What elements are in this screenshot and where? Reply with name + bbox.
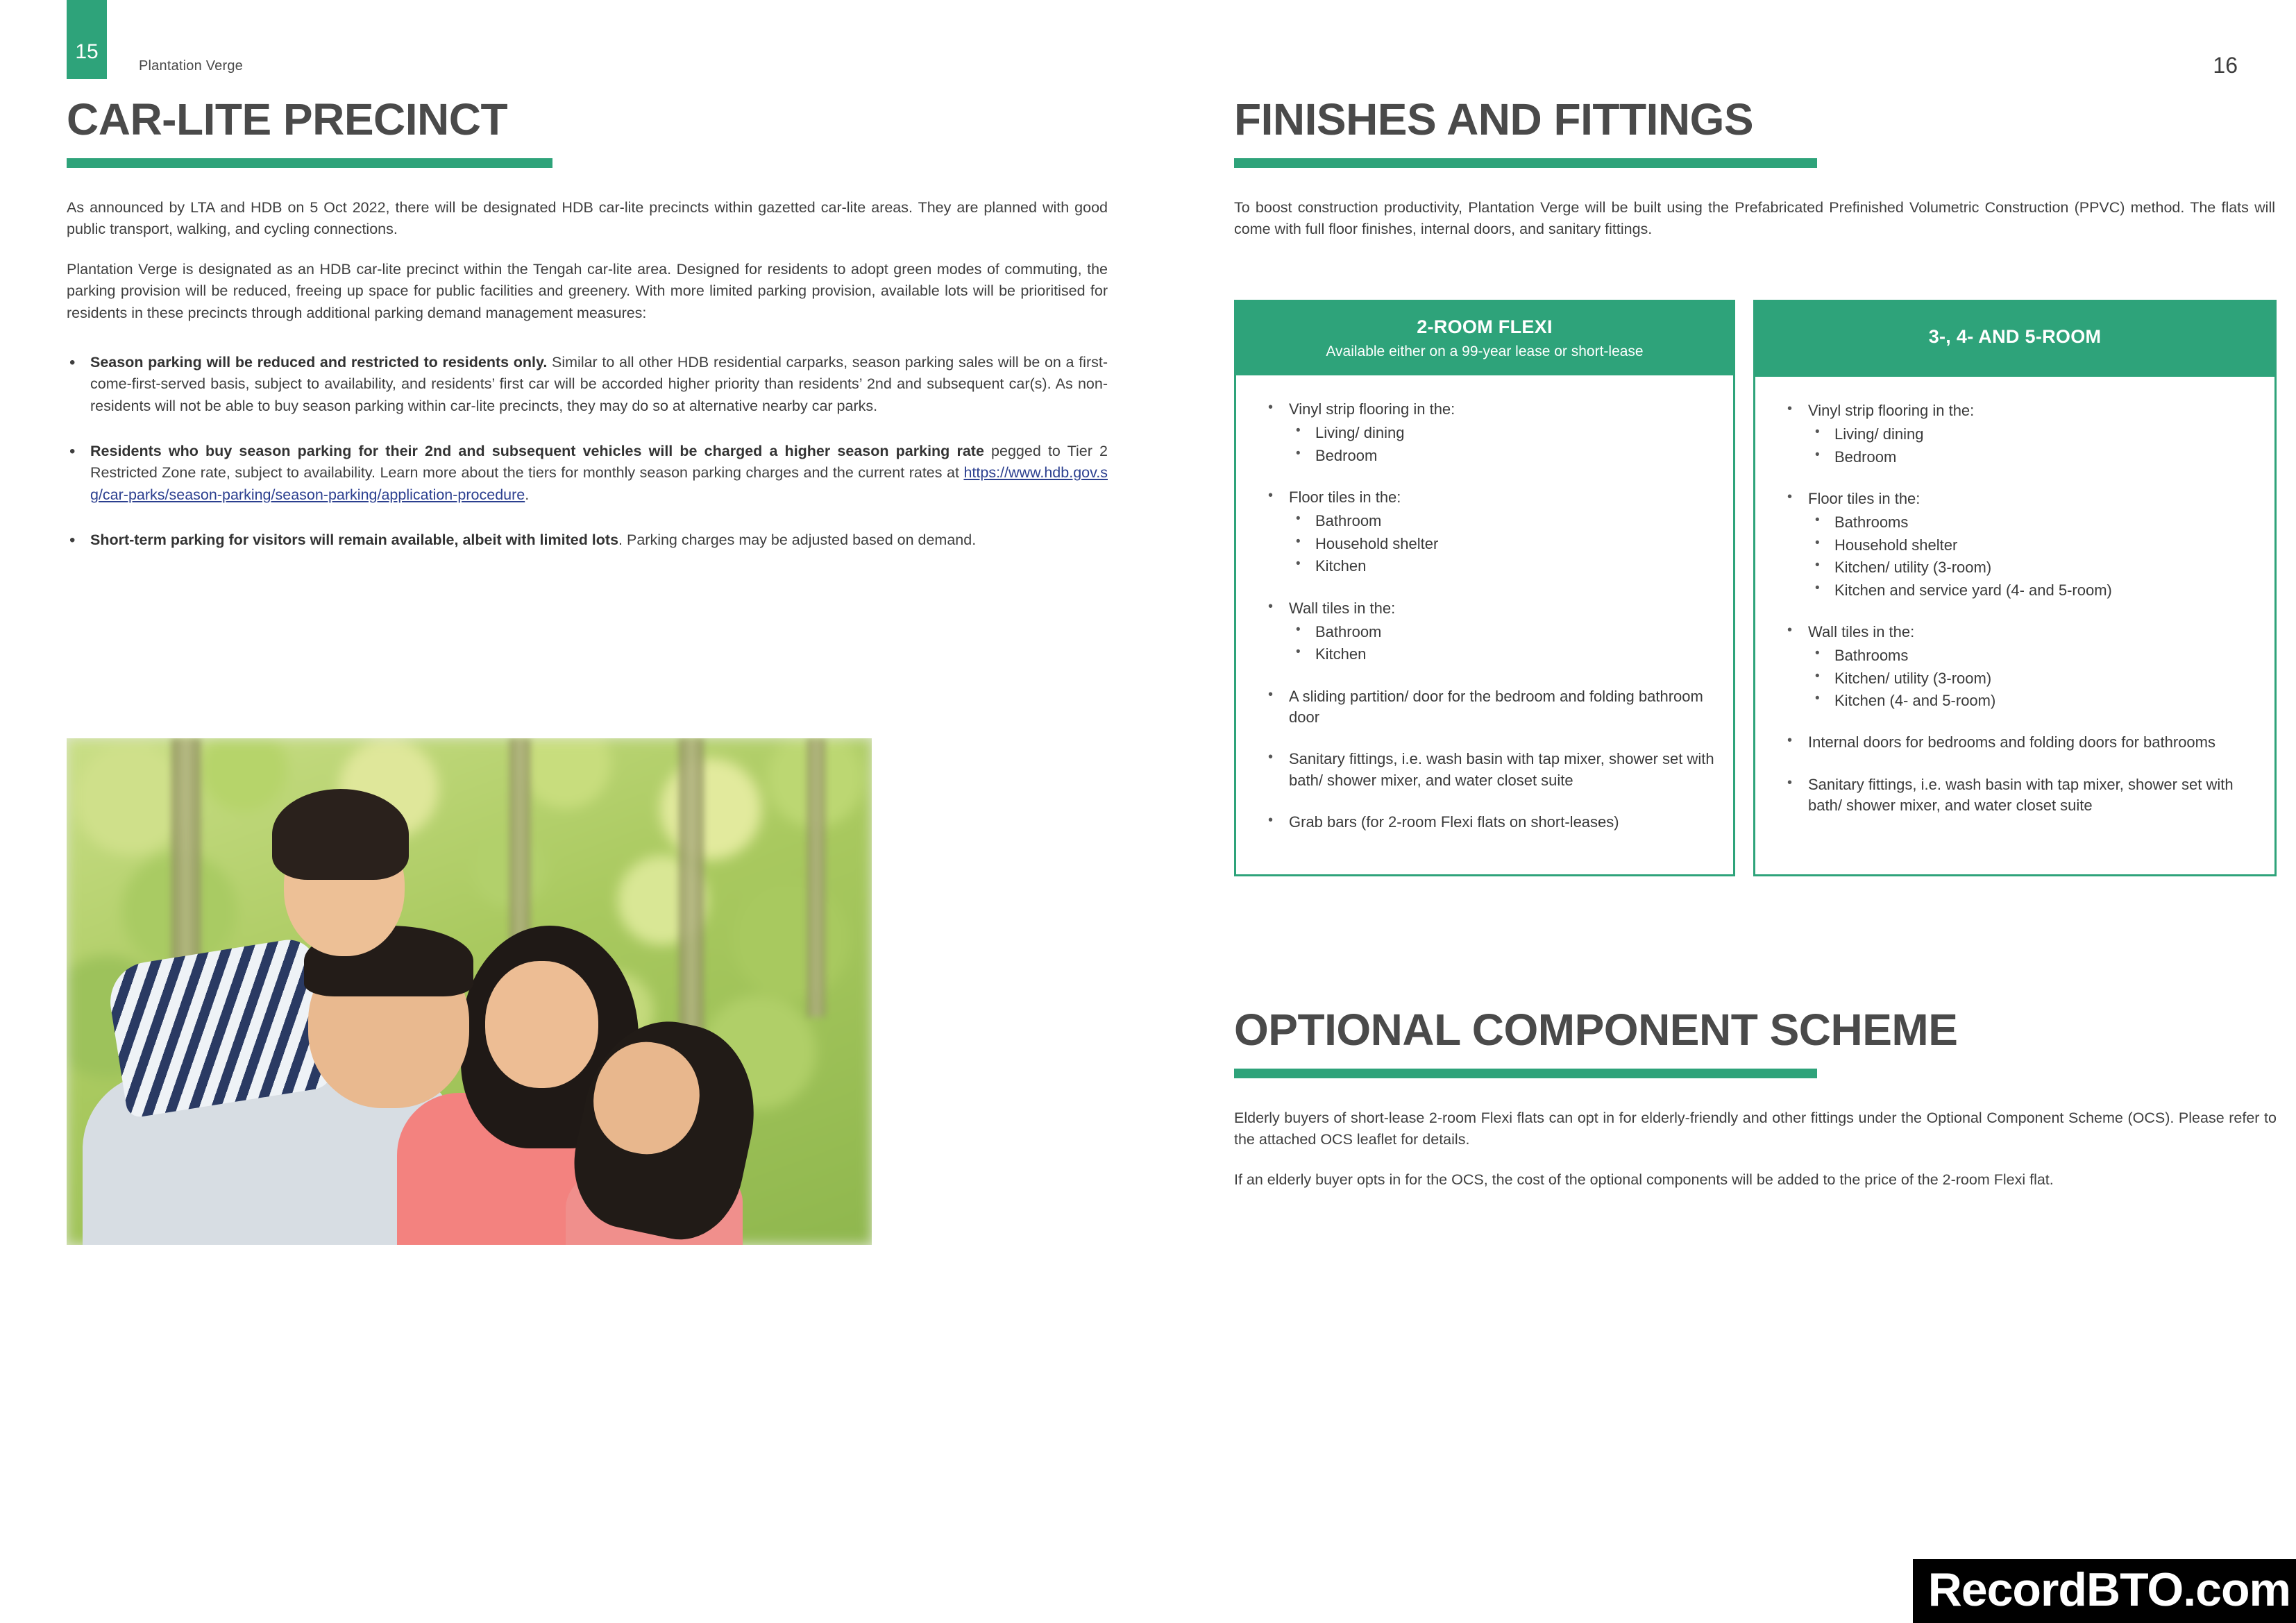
finish-sublist bbox=[1289, 511, 1715, 577]
family-photo bbox=[67, 738, 872, 1245]
left-intro-paragraph-1: As announced by LTA and HDB on 5 Oct 2022, there will be designated HDB car-lite precincts within gazetted car-lite areas. They are planned with good public transport, walking, and cycling connections. bbox=[67, 199, 1108, 238]
list-item: • Bathroom bbox=[1289, 511, 1715, 532]
mother-face bbox=[485, 961, 598, 1088]
list-item: • Internal doors for bedrooms and folding doors for bathrooms bbox=[1779, 732, 2256, 753]
finish-label: Vinyl strip flooring in the: bbox=[1808, 402, 1975, 419]
list-item: • Kitchen/ utility (3-room) bbox=[1808, 557, 2256, 578]
right-intro-paragraph: To boost construction productivity, Plantation Verge will be built using the Prefabricated Prefinished Volumetric Construction (PPVC) method. The flats will come with full floor finishes, internal doors, and sanitary fittings. bbox=[1234, 199, 2275, 238]
finish-sublist bbox=[1808, 424, 2256, 468]
finish-sublist bbox=[1808, 645, 2256, 711]
list-item: • Living/ dining bbox=[1289, 423, 1715, 443]
page-number-tab-left bbox=[67, 0, 107, 79]
tree-trunk bbox=[807, 738, 825, 1017]
list-item: • Bathroom bbox=[1289, 622, 1715, 643]
right-title-divider bbox=[1234, 158, 1817, 168]
finish-label: Wall tiles in the: bbox=[1289, 599, 1396, 617]
measure-3-bold: Short-term parking for visitors will remain available, albeit with limited lots bbox=[90, 532, 619, 549]
list-item: • Kitchen bbox=[1289, 556, 1715, 577]
list-item: • Bathrooms bbox=[1808, 512, 2256, 533]
left-title-divider bbox=[67, 158, 552, 168]
list-item: • Bathrooms bbox=[1808, 645, 2256, 666]
watermark-logo: RecordBTO.com bbox=[1913, 1559, 2296, 1623]
measure-1-text: Similar to all other HDB residential carparks, season parking sales will be on a first-come-first-served basis, subject to availability, and residents’ first car will be accorded higher priority than residents’ 2nd and subsequent car(s). As non-residents will not be able to buy season parking within car-lite precincts, they may do so at alternative nearby car parks. bbox=[90, 353, 1108, 414]
measure-3-text: . Parking charges may be adjusted based on demand. bbox=[618, 532, 977, 549]
boy-hair bbox=[272, 789, 409, 880]
finish-label: Vinyl strip flooring in the: bbox=[1289, 400, 1455, 418]
list-item: • Household shelter bbox=[1808, 535, 2256, 556]
flat-table-header-2room bbox=[1234, 300, 1735, 375]
finish-sublist bbox=[1289, 423, 1715, 466]
list-item bbox=[1779, 622, 2256, 711]
boy-striped-shirt bbox=[104, 935, 335, 1118]
finishes-list-345room bbox=[1779, 400, 2256, 816]
list-item bbox=[1260, 598, 1715, 665]
measure-2-text: pegged to Tier 2 Restricted Zone rate, subject to availability. Learn more about the tiers for monthly season parking charges and the current rates at bbox=[90, 443, 1108, 482]
flat-table-body-2room bbox=[1236, 375, 1733, 874]
finish-label: Floor tiles in the: bbox=[1808, 490, 1921, 508]
measure-2-bold: Residents who buy season parking for their 2nd and subsequent vehicles will be charged a higher season parking rate bbox=[90, 443, 984, 459]
publication-title: Plantation Verge bbox=[139, 58, 243, 74]
list-item: • Kitchen and service yard (4- and 5-room) bbox=[1808, 580, 2256, 601]
list-item bbox=[67, 441, 1108, 506]
list-item bbox=[67, 352, 1108, 417]
list-item bbox=[1779, 488, 2256, 601]
finish-sublist bbox=[1808, 512, 2256, 600]
ocs-title-divider bbox=[1234, 1069, 1817, 1078]
list-item: • Sanitary fittings, i.e. wash basin with tap mixer, shower set with bath/ shower mixer, and water closet suite bbox=[1260, 749, 1715, 791]
flat-table-subtitle: Available either on a 99-year lease or short-lease bbox=[1326, 343, 1644, 359]
flat-table-2-room-flexi bbox=[1234, 300, 1735, 876]
right-section-title: FINISHES AND FITTINGS bbox=[1234, 94, 1754, 144]
left-section-title: CAR-LITE PRECINCT bbox=[67, 94, 508, 144]
measure-2-tail: . bbox=[525, 486, 530, 503]
list-item: • Kitchen (4- and 5-room) bbox=[1808, 690, 2256, 711]
ocs-paragraph-1: Elderly buyers of short-lease 2-room Flexi flats can opt in for elderly-friendly and other fittings under the Optional Component Scheme (OCS). Please refer to the attached OCS leaflet for details. bbox=[1234, 1110, 2277, 1148]
list-item bbox=[67, 529, 1108, 551]
list-item: • Kitchen bbox=[1289, 644, 1715, 665]
list-item: • Sanitary fittings, i.e. wash basin with tap mixer, shower set with bath/ shower mixer, and water closet suite bbox=[1779, 774, 2256, 817]
ocs-paragraph-2: If an elderly buyer opts in for the OCS, the cost of the optional components will be added to the price of the 2-room Flexi flat. bbox=[1234, 1171, 2054, 1188]
right-page-column bbox=[1234, 94, 2275, 241]
left-intro-paragraph-2: Plantation Verge is designated as an HDB car-lite precinct within the Tengah car-lite area. Designed for residents to adopt green modes of commuting, the parking provision will be reduced, freeing up space for public facilities and greenery. With more limited parking provision, available lots will be prioritised for residents in these precincts through additional parking demand management measures: bbox=[67, 260, 1108, 321]
parking-measures-list bbox=[67, 352, 1108, 552]
optional-component-scheme-section bbox=[1234, 1005, 2277, 1191]
finish-label: Wall tiles in the: bbox=[1808, 622, 1915, 640]
list-item: • Living/ dining bbox=[1808, 424, 2256, 445]
finish-sublist bbox=[1289, 622, 1715, 665]
list-item: • Kitchen/ utility (3-room) bbox=[1808, 668, 2256, 689]
list-item: • Bedroom bbox=[1808, 447, 2256, 468]
measure-1-bold: Season parking will be reduced and restricted to residents only. bbox=[90, 353, 548, 371]
list-item bbox=[1779, 400, 2256, 468]
flat-finishes-tables bbox=[1234, 300, 2277, 876]
flat-table-title: 3-, 4- AND 5-ROOM bbox=[1928, 326, 2102, 347]
left-page-column bbox=[67, 94, 1108, 575]
list-item: • Bedroom bbox=[1289, 445, 1715, 466]
ocs-section-title: OPTIONAL COMPONENT SCHEME bbox=[1234, 1005, 1958, 1055]
list-item: • Grab bars (for 2-room Flexi flats on short-leases) bbox=[1260, 812, 1715, 833]
flat-table-3-4-5-room bbox=[1753, 300, 2277, 876]
flat-table-header-345room bbox=[1753, 300, 2277, 377]
flat-table-title: 2-ROOM FLEXI bbox=[1417, 316, 1553, 337]
season-parking-link[interactable]: https://www.hdb.gov.sg/car-parks/season-parking/season-parking/application-procedure bbox=[90, 464, 1108, 503]
finishes-list-2room bbox=[1260, 399, 1715, 833]
page-number-right: 16 bbox=[2213, 53, 2238, 78]
list-item bbox=[1260, 487, 1715, 577]
list-item: • A sliding partition/ door for the bedroom and folding bathroom door bbox=[1260, 686, 1715, 729]
page-number-left: 15 bbox=[75, 40, 99, 63]
finish-label: Floor tiles in the: bbox=[1289, 488, 1401, 507]
family-photo-illustration bbox=[67, 738, 872, 1245]
list-item bbox=[1260, 399, 1715, 466]
flat-table-body-345room bbox=[1755, 377, 2274, 858]
list-item: • Household shelter bbox=[1289, 534, 1715, 554]
